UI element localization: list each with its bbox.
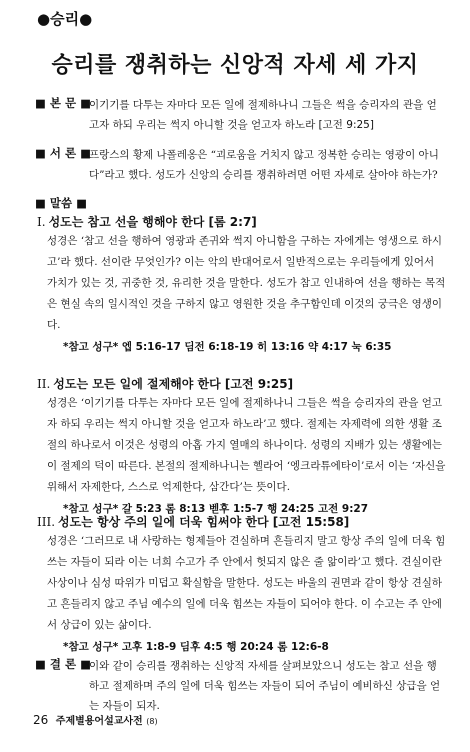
malsseum-label: ■ 말씀 ■ <box>35 196 87 210</box>
item-2-refs: *참고 성구* 갈 5:23 롬 8:13 벧후 1:5-7 행 24:25 고전 9:27 <box>63 503 369 515</box>
item-3-heading <box>37 513 349 530</box>
page-title: 승리를 쟁취하는 신앙적 자세 세 가지 <box>51 53 419 78</box>
volume-number: (8) <box>146 717 158 726</box>
section-tag: ●승리● <box>37 10 93 28</box>
seoron-section <box>35 145 445 187</box>
item-2-body: 성경은 ‘이기기를 다투는 자마다 모든 일에 절제하나니 그들은 썩을 승리자의 관을 얻고자 하되 우리는 썩지 아니할 것을 얻고자 하노라’고 했다. 절제는 자제력에 의한 생활 조절의 하나로서 이것은 성령의 아홉 가지 열매의 하나이다. 성령의 지배가 있는 생활에는 이 절제의 덕이 따른다. 본절의 절제하나니는 헬라어 ‘엥크라튜에타이’로서 이는 ‘자신을 위해서 자제한다, 스스로 억제한다, 삼간다’는 뜻이다. <box>47 397 446 493</box>
seoron-label: ■ 서 론 ■ <box>35 146 91 160</box>
item-2-content <box>47 393 447 516</box>
item-1-number: I. <box>37 215 46 229</box>
item-2-heading-text: 성도는 모든 일에 절제해야 한다 [고전 9:25] <box>53 377 294 391</box>
item-3-content <box>47 531 447 654</box>
item-2-heading <box>37 375 293 392</box>
bonmun-section <box>35 95 445 137</box>
item-1-content <box>47 231 447 354</box>
book-title: 주제별용어설교사전 <box>55 716 143 727</box>
item-2-number: II. <box>37 377 51 391</box>
item-3-refs: *참고 성구* 고후 1:8-9 딤후 4:5 행 20:24 롬 12:6-8 <box>63 641 329 653</box>
gyeolron-text: 이와 같이 승리를 쟁취하는 신앙적 자세를 살펴보았으니 성도는 참고 선을 행하고 절제하며 주의 일에 더욱 힘쓰는 자들이 되어 주님이 예비하신 상급을 얻는 자들이 되자. <box>89 660 441 712</box>
page-footer <box>33 712 158 727</box>
item-1-heading <box>37 213 257 230</box>
gyeolron-section <box>35 656 445 712</box>
page-number: 26 <box>33 713 49 727</box>
item-1-body: 성경은 ‘참고 선을 행하여 영광과 존귀와 썩지 아니함을 구하는 자에게는 영생으로 하시고’라 했다. 선이란 무엇인가? 이는 악의 반대어로서 일반적으로는 우리들에게 있어서 가치가 있는 것, 귀중한 것, 유리한 것을 말한다. 성도가 참고 인내하여 선을 행하는 목적은 현실 속의 일시적인 것을 구하지 않고 영원한 것을 추구함인데 이것의 궁극은 영생이다. <box>47 235 446 331</box>
item-1-refs: *참고 성구* 엡 5:16-17 딤전 6:18-19 히 13:16 약 4:17 눅 6:35 <box>63 341 392 353</box>
item-1-heading-text: 성도는 참고 선을 행해야 한다 [롬 2:7] <box>48 215 257 229</box>
item-3-body: 성경은 ‘그러므로 내 사랑하는 형제들아 견실하며 흔들리지 말고 항상 주의 일에 더욱 힘쓰는 자들이 되라 이는 너희 수고가 주 안에서 헛되지 않은 줄 앎이라’고 했다. 견실이란 사상이나 심성 따위가 미덥고 확실함을 말한다. 성도는 바울의 권면과 같이 항상 견실하고 흔들리지 않고 주님 예수의 일에 더욱 힘쓰는 자들이 되어야 한다. 이 수고는 주 안에서 상급이 있는 삶이다. <box>47 535 446 631</box>
gyeolron-label: ■ 결 론 ■ <box>35 657 91 671</box>
item-3-heading-text: 성도는 항상 주의 일에 더욱 힘써야 한다 [고전 15:58] <box>58 515 350 529</box>
item-3-number: III. <box>37 515 56 529</box>
bonmun-text: 이기기를 다투는 자마다 모든 일에 절제하나니 그들은 썩을 승리자의 관을 얻고자 하되 우리는 썩지 아니할 것을 얻고자 하노라 [고전 9:25] <box>89 99 437 131</box>
seoron-text: 프랑스의 황제 나폴레옹은 “괴로움을 거치지 않고 정복한 승리는 영광이 아니다”라고 했다. 성도가 신앙의 승리를 쟁취하려면 어떤 자세로 살아야 하는가? <box>89 149 439 181</box>
bonmun-label: ■ 본 문 ■ <box>35 96 91 110</box>
